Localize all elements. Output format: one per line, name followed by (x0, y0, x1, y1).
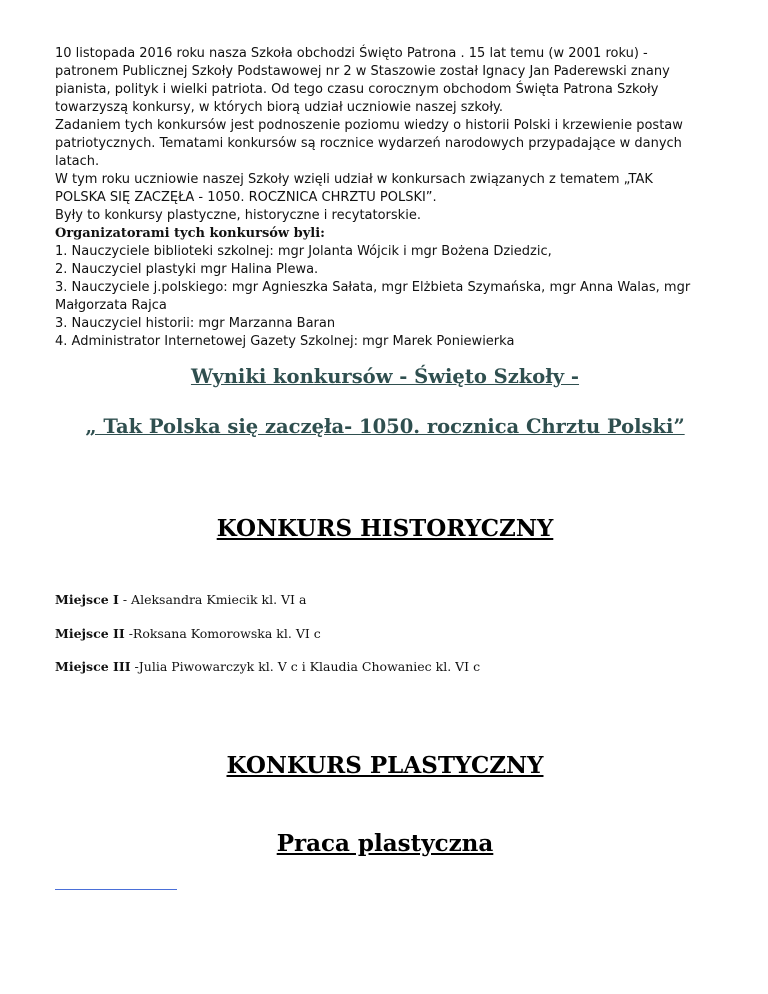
intro-line: W tym roku uczniowie naszej Szkoły wzięli udział w konkursach związanych z tematem „TAK (55, 172, 653, 187)
place-winner: -Julia Piwowarczyk kl. V c i Klaudia Chowaniec kl. VI c (130, 659, 481, 674)
place-label: Miejsce III (55, 659, 131, 674)
organizer-item: 1. Nauczyciele biblioteki szkolnej: mgr Jolanta Wójcik i mgr Bożena Dziedzic, (55, 244, 552, 259)
place-first (55, 592, 306, 607)
results-title: Wyniki konkursów - Święto Szkoły - (190, 365, 580, 388)
intro-line: towarzyszą konkursy, w których biorą udział uczniowie naszej szkoły. (55, 100, 504, 115)
art-work-title: Praca plastyczna (276, 830, 494, 857)
place-winner: -Roksana Komorowska kl. VI c (124, 626, 321, 641)
intro-line: Zadaniem tych konkursów jest podnoszenie poziomu wiedzy o historii Polski i krzewienie postaw (55, 118, 683, 133)
intro-line: latach. (55, 154, 100, 169)
document-page (55, 45, 715, 857)
intro-line: Były to konkursy plastyczne, historyczne i recytatorskie. (55, 208, 421, 223)
intro-line: POLSKA SIĘ ZACZĘŁA - 1050. ROCZNICA CHRZTU POLSKI”. (55, 190, 437, 205)
intro-line: 10 listopada 2016 roku nasza Szkoła obchodzi Święto Patrona . 15 lat temu (w 2001 roku) - (55, 46, 648, 61)
place-label: Miejsce II (55, 626, 125, 641)
organizer-item: 4. Administrator Internetowej Gazety Szkolnej: mgr Marek Poniewierka (55, 334, 515, 349)
results-subtitle: „ Tak Polska się zaczęła- 1050. rocznica Chrztu Polski” (85, 415, 685, 438)
organizer-item: 3. Nauczyciele j.polskiego: mgr Agnieszka Sałata, mgr Elżbieta Szymańska, mgr Anna Walas, mgr (55, 280, 691, 295)
place-third (55, 659, 480, 674)
intro-line: patriotycznych. Tematami konkursów są rocznice wydarzeń narodowych przypadające w danych (55, 136, 682, 151)
intro-line: pianista, polityk i wielki patriota. Od tego czasu corocznym obchodom Święta Patrona Szkoły (55, 82, 659, 97)
intro-line: patronem Publicznej Szkoły Podstawowej nr 2 w Staszowie został Ignacy Jan Paderewski znany (55, 64, 670, 79)
organizer-item: 3. Nauczyciel historii: mgr Marzanna Baran (55, 316, 336, 331)
footnote-separator (55, 889, 177, 890)
organizer-item: Małgorzata Rajca (55, 298, 167, 313)
place-second (55, 626, 321, 641)
historical-contest-title: KONKURS HISTORYCZNY (216, 515, 554, 542)
organizer-item: 2. Nauczyciel plastyki mgr Halina Plewa. (55, 262, 319, 277)
intro-text (55, 45, 715, 351)
place-winner: - Aleksandra Kmiecik kl. VI a (118, 592, 307, 607)
art-contest-title: KONKURS PLASTYCZNY (226, 752, 544, 779)
organizers-heading: Organizatorami tych konkursów byli: (55, 226, 325, 241)
place-label: Miejsce I (55, 592, 119, 607)
